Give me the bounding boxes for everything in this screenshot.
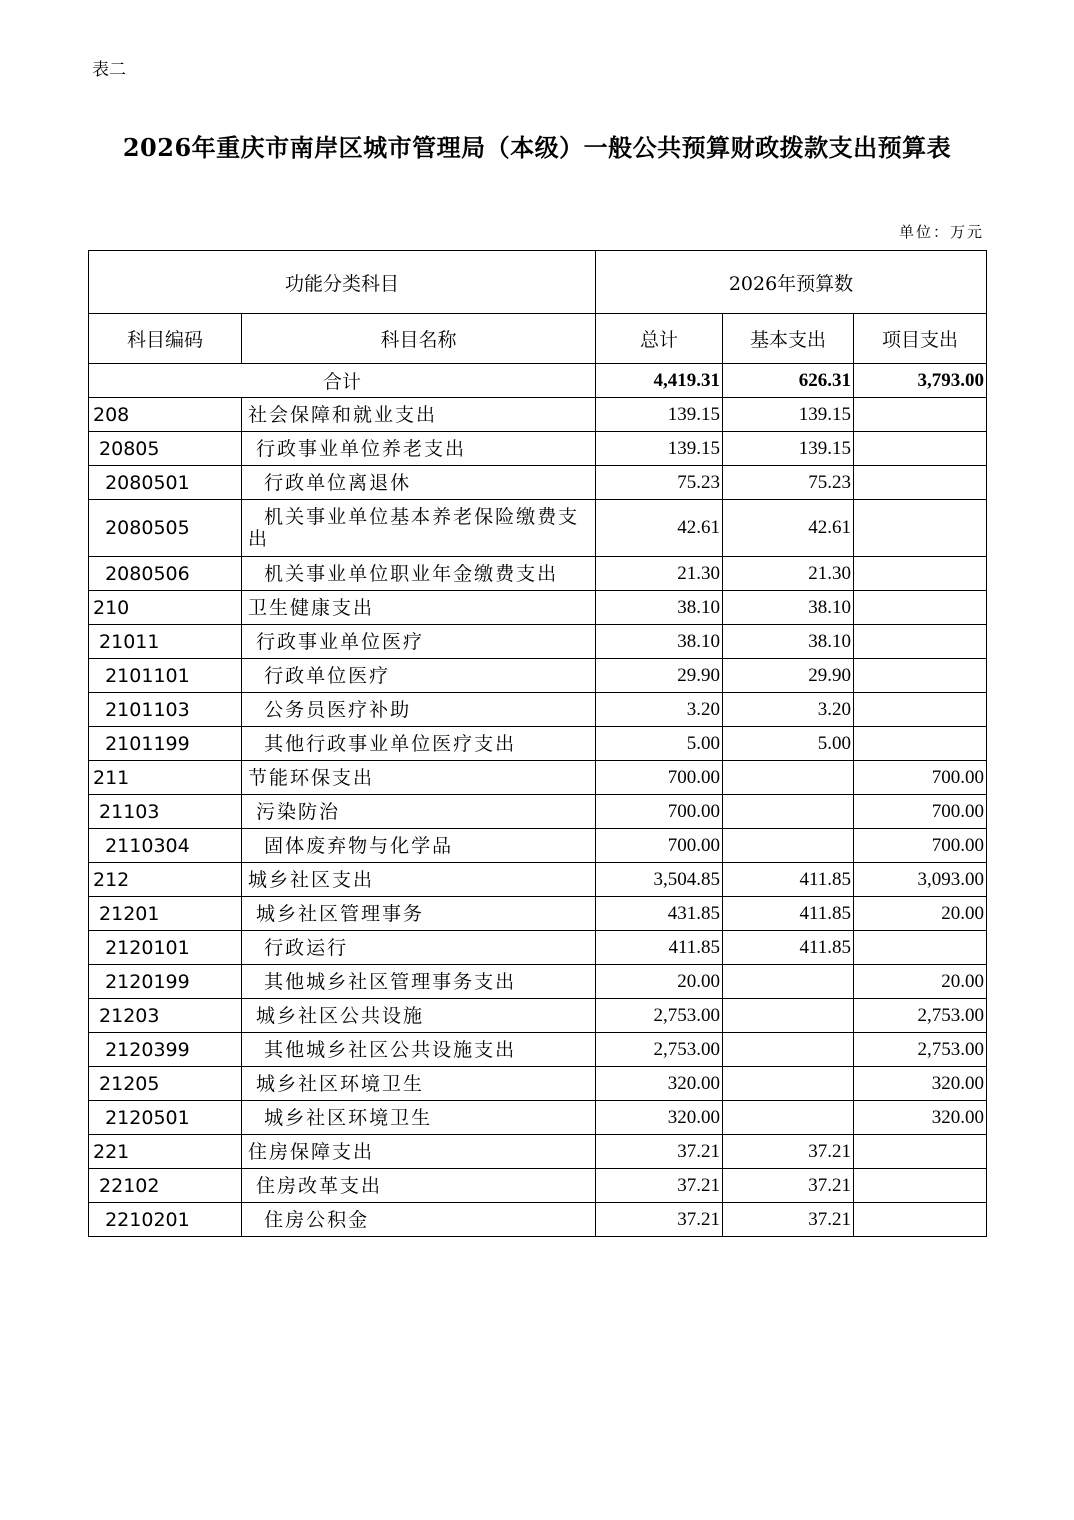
row-total: 37.21: [596, 1169, 723, 1203]
table-row: [89, 1033, 987, 1067]
row-basic: 37.21: [723, 1135, 854, 1169]
row-total: 21.30: [596, 557, 723, 591]
row-project: [854, 432, 987, 466]
unit-label: 单位：万元: [898, 223, 984, 241]
row-name: 住房保障支出: [242, 1135, 596, 1169]
header-project: 项目支出: [854, 314, 987, 364]
row-basic: 29.90: [723, 659, 854, 693]
row-name: 住房公积金: [242, 1203, 596, 1237]
row-project: 3,093.00: [854, 863, 987, 897]
row-total: 2,753.00: [596, 1033, 723, 1067]
row-code: 21205: [89, 1067, 242, 1101]
table-row: [89, 500, 987, 557]
row-name: 城乡社区环境卫生: [242, 1101, 596, 1135]
table-row: [89, 897, 987, 931]
row-project: [854, 398, 987, 432]
row-basic: 139.15: [723, 398, 854, 432]
row-code: 21201: [89, 897, 242, 931]
row-code: 20805: [89, 432, 242, 466]
row-name: 其他城乡社区公共设施支出: [242, 1033, 596, 1067]
table-row: [89, 829, 987, 863]
header-total: 总计: [596, 314, 723, 364]
row-project: [854, 591, 987, 625]
row-basic: [723, 1101, 854, 1135]
row-total: 700.00: [596, 795, 723, 829]
table-row: [89, 863, 987, 897]
row-total: 75.23: [596, 466, 723, 500]
row-total: 700.00: [596, 761, 723, 795]
table-number-label: 表二: [92, 60, 126, 80]
row-code: 2101103: [89, 693, 242, 727]
row-total: 29.90: [596, 659, 723, 693]
header-row-group: [89, 251, 987, 314]
header-name: 科目名称: [242, 314, 596, 364]
row-code: 208: [89, 398, 242, 432]
row-project: [854, 625, 987, 659]
row-project: [854, 727, 987, 761]
row-total: 700.00: [596, 829, 723, 863]
row-basic: 42.61: [723, 500, 854, 557]
table-row: [89, 693, 987, 727]
row-code: 21103: [89, 795, 242, 829]
header-code: 科目编码: [89, 314, 242, 364]
table-row: [89, 1135, 987, 1169]
row-basic: [723, 965, 854, 999]
row-name: 社会保障和就业支出: [242, 398, 596, 432]
row-project: [854, 1135, 987, 1169]
row-name: 污染防治: [242, 795, 596, 829]
row-total: 20.00: [596, 965, 723, 999]
row-code: 2120399: [89, 1033, 242, 1067]
row-basic: [723, 999, 854, 1033]
row-project: [854, 693, 987, 727]
row-project: 2,753.00: [854, 999, 987, 1033]
row-name: 其他城乡社区管理事务支出: [242, 965, 596, 999]
row-code: 2101199: [89, 727, 242, 761]
row-project: 2,753.00: [854, 1033, 987, 1067]
row-code: 221: [89, 1135, 242, 1169]
row-basic: [723, 1067, 854, 1101]
table-row: [89, 761, 987, 795]
row-name: 城乡社区支出: [242, 863, 596, 897]
table-row: [89, 557, 987, 591]
header-budget-year: 2026年预算数: [596, 251, 987, 314]
row-code: 2110304: [89, 829, 242, 863]
table-row: [89, 1203, 987, 1237]
row-project: [854, 500, 987, 557]
header-row-columns: [89, 314, 987, 364]
row-code: 22102: [89, 1169, 242, 1203]
total-label: 合计: [89, 364, 596, 398]
row-total: 42.61: [596, 500, 723, 557]
row-name: 住房改革支出: [242, 1169, 596, 1203]
row-project: 700.00: [854, 761, 987, 795]
row-basic: 37.21: [723, 1169, 854, 1203]
row-basic: [723, 761, 854, 795]
row-total: 431.85: [596, 897, 723, 931]
row-name: 城乡社区环境卫生: [242, 1067, 596, 1101]
row-name: 其他行政事业单位医疗支出: [242, 727, 596, 761]
row-basic: [723, 795, 854, 829]
row-code: 2120199: [89, 965, 242, 999]
row-name: 行政事业单位养老支出: [242, 432, 596, 466]
row-code: 21203: [89, 999, 242, 1033]
row-project: 320.00: [854, 1067, 987, 1101]
row-project: 20.00: [854, 965, 987, 999]
row-code: 211: [89, 761, 242, 795]
row-total: 139.15: [596, 398, 723, 432]
row-project: 20.00: [854, 897, 987, 931]
row-code: 210: [89, 591, 242, 625]
row-basic: 411.85: [723, 863, 854, 897]
total-total: 4,419.31: [596, 364, 723, 398]
header-basic: 基本支出: [723, 314, 854, 364]
row-code: 2080505: [89, 500, 242, 557]
row-total: 3.20: [596, 693, 723, 727]
row-total: 38.10: [596, 591, 723, 625]
table-row: [89, 999, 987, 1033]
row-code: 2080501: [89, 466, 242, 500]
table-row: [89, 659, 987, 693]
table-row: [89, 432, 987, 466]
row-basic: 38.10: [723, 625, 854, 659]
row-project: [854, 466, 987, 500]
row-basic: 5.00: [723, 727, 854, 761]
row-basic: 37.21: [723, 1203, 854, 1237]
row-total: 411.85: [596, 931, 723, 965]
row-project: 700.00: [854, 829, 987, 863]
row-name: 城乡社区管理事务: [242, 897, 596, 931]
row-name: 行政事业单位医疗: [242, 625, 596, 659]
row-total: 3,504.85: [596, 863, 723, 897]
table-row: [89, 931, 987, 965]
row-project: [854, 931, 987, 965]
page-title: 2026年重庆市南岸区城市管理局（本级）一般公共预算财政拨款支出预算表: [122, 133, 952, 162]
total-project: 3,793.00: [854, 364, 987, 398]
row-name: 节能环保支出: [242, 761, 596, 795]
row-basic: 38.10: [723, 591, 854, 625]
total-basic: 626.31: [723, 364, 854, 398]
total-row: [89, 364, 987, 398]
row-total: 139.15: [596, 432, 723, 466]
table-row: [89, 466, 987, 500]
table-row: [89, 1101, 987, 1135]
row-total: 320.00: [596, 1101, 723, 1135]
row-total: 38.10: [596, 625, 723, 659]
row-code: 2210201: [89, 1203, 242, 1237]
row-basic: 3.20: [723, 693, 854, 727]
row-project: [854, 659, 987, 693]
row-project: 320.00: [854, 1101, 987, 1135]
row-project: [854, 1203, 987, 1237]
table-row: [89, 1067, 987, 1101]
row-code: 2101101: [89, 659, 242, 693]
row-total: 5.00: [596, 727, 723, 761]
row-name: 卫生健康支出: [242, 591, 596, 625]
table-row: [89, 591, 987, 625]
row-total: 320.00: [596, 1067, 723, 1101]
row-total: 37.21: [596, 1135, 723, 1169]
row-basic: [723, 829, 854, 863]
row-name: 固体废弃物与化学品: [242, 829, 596, 863]
header-function-category: 功能分类科目: [89, 251, 596, 314]
row-name: 公务员医疗补助: [242, 693, 596, 727]
table-row: [89, 398, 987, 432]
budget-table: [88, 250, 987, 1237]
row-project: [854, 557, 987, 591]
row-project: 700.00: [854, 795, 987, 829]
row-basic: 21.30: [723, 557, 854, 591]
row-name: 机关事业单位基本养老保险缴费支出: [242, 500, 596, 557]
row-code: 212: [89, 863, 242, 897]
row-basic: 411.85: [723, 931, 854, 965]
row-basic: 139.15: [723, 432, 854, 466]
table-row: [89, 625, 987, 659]
row-name: 行政单位离退休: [242, 466, 596, 500]
table-row: [89, 1169, 987, 1203]
table-row: [89, 965, 987, 999]
row-total: 2,753.00: [596, 999, 723, 1033]
row-name: 行政运行: [242, 931, 596, 965]
table-row: [89, 727, 987, 761]
row-code: 2120501: [89, 1101, 242, 1135]
table-row: [89, 795, 987, 829]
row-code: 21011: [89, 625, 242, 659]
row-code: 2120101: [89, 931, 242, 965]
row-name: 城乡社区公共设施: [242, 999, 596, 1033]
row-name: 行政单位医疗: [242, 659, 596, 693]
row-project: [854, 1169, 987, 1203]
row-basic: 411.85: [723, 897, 854, 931]
row-basic: 75.23: [723, 466, 854, 500]
row-basic: [723, 1033, 854, 1067]
row-total: 37.21: [596, 1203, 723, 1237]
row-code: 2080506: [89, 557, 242, 591]
row-name: 机关事业单位职业年金缴费支出: [242, 557, 596, 591]
